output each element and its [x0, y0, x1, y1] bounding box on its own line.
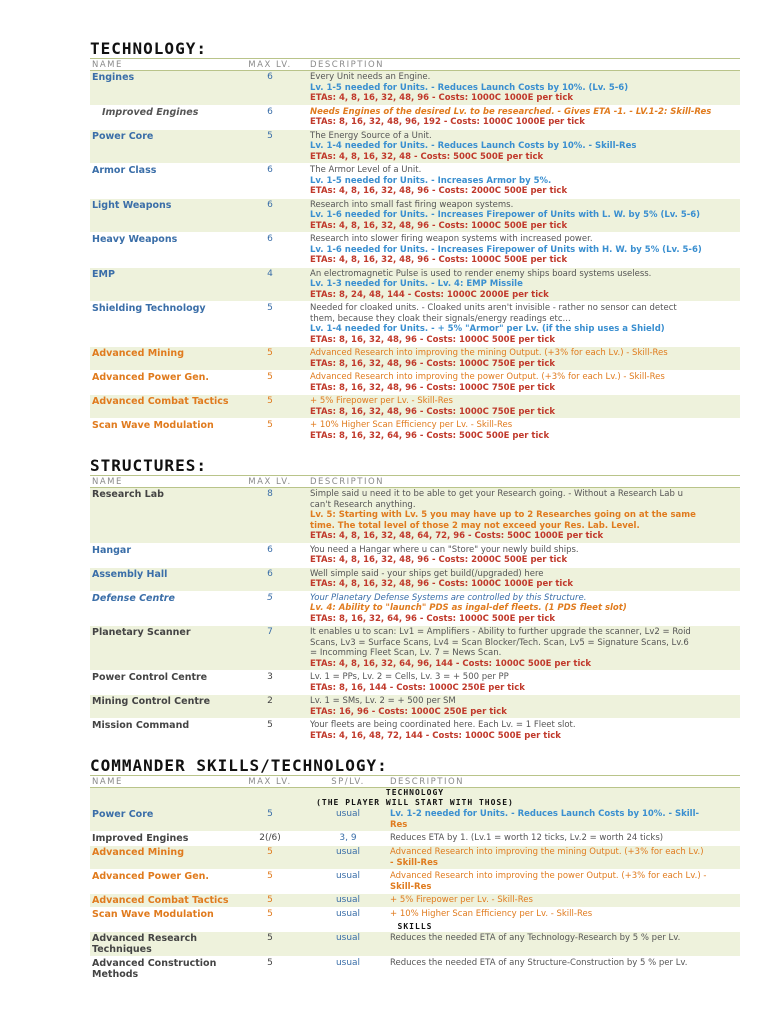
desc-line: Lv. 1-5 needed for Units. - Reduces Launch Costs by 10%. (Lv. 5-6)	[310, 82, 629, 93]
desc-line: Lv. 1-2 needed for Units. - Reduces Launch Costs by 10%. - Skill-	[390, 809, 700, 819]
desc-line: ETAs: 8, 16, 32, 48, 96 - Costs: 1000C 500E per tick	[310, 334, 556, 345]
desc-line: Advanced Research into improving the mining Output. (+3% for each Lv.) - Skill-Res	[310, 348, 668, 358]
row-description	[388, 894, 740, 907]
table-row	[90, 371, 740, 395]
table-row	[90, 268, 740, 303]
row-description	[308, 544, 740, 567]
desc-line: ETAs: 8, 16, 32, 64, 96 - Costs: 500C 500E per tick	[310, 430, 550, 441]
desc-line: + 10% Higher Scan Efficiency per Lv. - Skill-Res	[310, 420, 513, 430]
row-name: Advanced Mining	[92, 348, 184, 359]
desc-line: Research into small fast firing weapon systems.	[310, 199, 514, 210]
header-max-lv: MAX LV.	[248, 777, 292, 787]
row-max-lv: 5	[267, 130, 273, 141]
desc-line: + 5% Firepower per Lv. - Skill-Res	[310, 396, 453, 406]
row-name: Armor Class	[92, 165, 157, 176]
table-row	[90, 130, 740, 165]
table-row	[90, 808, 740, 832]
row-max-lv: 5	[267, 303, 273, 313]
desc-line: Scans, Lv3 = Surface Scans, Lv4 = Scan Blocker/Tech. Scan, Lv5 = Signature Scans, Lv.6	[310, 637, 689, 648]
row-max-lv: 2	[267, 696, 273, 706]
row-description	[308, 395, 740, 418]
row-max-lv: 6	[267, 544, 273, 555]
row-name: Assembly Hall	[92, 568, 168, 580]
header-description: DESCRIPTION	[310, 60, 385, 70]
row-description	[308, 71, 740, 105]
row-name: Power Core	[92, 130, 154, 142]
row-name: Shielding Technology	[92, 303, 206, 314]
row-name: Advanced Power Gen.	[92, 372, 210, 383]
desc-line: Reduces ETA by 1. (Lv.1 = worth 12 ticks, Lv.2 = worth 24 ticks)	[390, 833, 664, 843]
row-max-lv: 6	[267, 165, 273, 175]
row-description	[388, 846, 740, 869]
row-description	[308, 268, 740, 302]
desc-line: ETAs: 4, 8, 16, 32, 48, 64, 72, 96 - Costs: 500C 1000E per tick	[310, 531, 604, 541]
desc-line: ETAs: 4, 8, 16, 32, 48, 96 - Costs: 2000C 500E per tick	[310, 555, 568, 565]
row-sp-lv: 3, 9	[339, 833, 357, 843]
desc-line: ETAs: 8, 16, 32, 48, 96 - Costs: 1000C 750E per tick	[310, 406, 556, 417]
desc-line: Lv. 4: Ability to "launch" PDS as ingal-def fleets. (1 PDS fleet slot)	[310, 603, 627, 613]
desc-line: Research into slower firing weapon systems with increased power.	[310, 234, 593, 244]
technology-subheading-note: (THE PLAYER WILL START WITH THOSE)	[316, 798, 514, 807]
row-description	[388, 908, 740, 921]
desc-line: Reduces the needed ETA of any Structure-Construction by 5 % per Lv.	[390, 958, 688, 968]
row-max-lv: 5	[267, 809, 273, 819]
table-row	[90, 395, 740, 419]
desc-line: The Armor Level of a Unit.	[310, 165, 422, 175]
desc-line: Needed for cloaked units. - Cloaked units aren't invisible - rather no sensor can detect	[310, 303, 677, 313]
desc-line: ETAs: 8, 16, 144 - Costs: 1000C 250E per tick	[310, 682, 525, 693]
row-description	[308, 199, 740, 233]
row-description	[308, 592, 740, 626]
row-description	[308, 233, 740, 267]
row-description	[388, 870, 740, 893]
desc-line: ETAs: 4, 8, 16, 32, 48, 96 - Costs: 2000C 500E per tick	[310, 186, 568, 196]
table-row	[90, 870, 740, 894]
desc-line: - Skill-Res	[390, 857, 438, 868]
desc-line: Well simple said - your ships get build(/upgraded) here	[310, 568, 544, 579]
row-max-lv: 5	[267, 958, 273, 968]
desc-line: ETAs: 8, 24, 48, 144 - Costs: 1000C 2000E per tick	[310, 289, 549, 300]
desc-line: It enables u to scan: Lv1 = Amplifiers - Ability to further upgrade the scanner, Lv2 = Roid	[310, 627, 691, 637]
row-sp-lv: usual	[335, 958, 361, 968]
header-sp-lv: SP/LV.	[331, 777, 365, 787]
row-name: Advanced Mining	[92, 847, 184, 858]
row-description	[388, 832, 740, 845]
row-name: Advanced Power Gen.	[92, 871, 210, 882]
row-max-lv: 5	[267, 348, 273, 358]
document-page	[90, 40, 740, 996]
row-name: Defense Centre	[92, 592, 175, 604]
row-max-lv: 5	[267, 372, 273, 382]
table-row	[90, 626, 740, 671]
row-name: Advanced Combat Tactics	[92, 396, 229, 407]
row-max-lv: 6	[267, 199, 273, 210]
structures-section	[90, 457, 740, 743]
desc-line: ETAs: 4, 8, 16, 32, 48, 96 - Costs: 1000C 500E per tick	[310, 220, 568, 231]
row-name: Advanced Construction Methods	[92, 958, 217, 980]
row-sp-lv: usual	[335, 847, 361, 857]
desc-line: ETAs: 8, 16, 32, 64, 96 - Costs: 1000C 500E per tick	[310, 613, 556, 624]
row-name: Heavy Weapons	[92, 234, 178, 245]
desc-line: Lv. 5: Starting with Lv. 5 you may have up to 2 Researches going on at the same	[310, 510, 696, 520]
row-max-lv: 6	[267, 568, 273, 579]
table-row	[90, 419, 740, 443]
table-row	[90, 164, 740, 199]
table-row	[90, 233, 740, 268]
structures-title: STRUCTURES:	[90, 456, 207, 475]
desc-line: Your fleets are being coordinated here. Each Lv. = 1 Fleet slot.	[310, 720, 576, 730]
row-description	[388, 957, 740, 981]
desc-line: ETAs: 4, 8, 16, 32, 48 - Costs: 500C 500E per tick	[310, 151, 544, 162]
desc-line: Lv. 1-3 needed for Units. - Lv. 4: EMP Missile	[310, 279, 523, 289]
row-max-lv: 6	[267, 106, 273, 117]
row-description	[308, 695, 740, 718]
row-max-lv: 5	[267, 847, 273, 857]
desc-line: ETAs: 4, 8, 16, 32, 48, 96 - Costs: 1000C 1000E per tick	[310, 93, 574, 103]
table-row	[90, 695, 740, 719]
row-name: Scan Wave Modulation	[92, 909, 214, 920]
row-max-lv: 8	[267, 489, 273, 499]
row-max-lv: 7	[267, 627, 273, 637]
desc-line: The Energy Source of a Unit.	[310, 130, 432, 141]
desc-line: You need a Hangar where u can "Store" your newly build ships.	[310, 544, 579, 555]
row-name: Improved Engines	[102, 106, 199, 118]
desc-line: Lv. 1-4 needed for Units. - Reduces Launch Costs by 10%. - Skill-Res	[310, 141, 637, 151]
row-name: EMP	[92, 268, 115, 280]
row-description	[308, 106, 740, 129]
row-name: Light Weapons	[92, 199, 172, 211]
desc-line: ETAs: 4, 8, 16, 32, 48, 96 - Costs: 1000C 500E per tick	[310, 255, 568, 265]
row-max-lv: 2(/6)	[259, 833, 281, 843]
row-name: Power Control Centre	[92, 672, 208, 683]
row-sp-lv: usual	[335, 809, 361, 819]
desc-line: ETAs: 8, 16, 32, 48, 96, 192 - Costs: 1000C 1000E per tick	[310, 117, 585, 127]
commander-section	[90, 757, 740, 982]
row-max-lv: 5	[267, 720, 273, 730]
row-description	[308, 302, 740, 346]
row-description	[388, 932, 740, 956]
row-name: Power Core	[92, 809, 154, 820]
desc-line: Advanced Research into improving the power Output. (+3% for each Lv.) -	[390, 871, 707, 881]
row-name: Mission Command	[92, 720, 190, 731]
row-sp-lv: usual	[335, 909, 361, 919]
skills-subheading: SKILLS	[397, 922, 433, 931]
row-max-lv: 6	[267, 234, 273, 244]
header-name: NAME	[92, 777, 123, 787]
desc-line: them, because they cloak their signals/energy readings etc...	[310, 313, 571, 324]
desc-line: Simple said u need it to be able to get your Research going. - Without a Research Lab u	[310, 489, 683, 499]
desc-line: Your Planetary Defense Systems are controlled by this Structure.	[310, 592, 587, 603]
desc-line: Lv. 1-6 needed for Units. - Increases Firepower of Units with L. W. by 5% (Lv. 5-6)	[310, 210, 701, 220]
row-max-lv: 5	[267, 871, 273, 881]
row-description	[308, 130, 740, 164]
table-row	[90, 908, 740, 922]
desc-line: An electromagnetic Pulse is used to render enemy ships board systems useless.	[310, 268, 652, 279]
table-row	[90, 671, 740, 695]
row-sp-lv: usual	[335, 933, 361, 943]
desc-line: = Incomming Fleet Scan, Lv. 7 = News Scan.	[310, 648, 502, 658]
desc-line: Skill-Res	[390, 881, 432, 892]
row-name: Scan Wave Modulation	[92, 420, 214, 431]
desc-line: ETAs: 16, 96 - Costs: 1000C 250E per tick	[310, 706, 507, 717]
header-name: NAME	[92, 477, 123, 487]
technology-section	[90, 40, 740, 443]
row-name: Advanced Combat Tactics	[92, 895, 229, 906]
table-row	[90, 488, 740, 544]
table-row	[90, 544, 740, 568]
technology-title: TECHNOLOGY:	[90, 39, 207, 58]
header-name: NAME	[92, 60, 123, 70]
desc-line: Every Unit needs an Engine.	[310, 72, 431, 82]
structures-column-headers	[90, 475, 740, 488]
table-row	[90, 832, 740, 846]
header-description: DESCRIPTION	[310, 477, 385, 487]
row-description	[308, 419, 740, 442]
commander-column-headers	[90, 775, 740, 788]
desc-line: Advanced Research into improving the power Output. (+3% for each Lv.) - Skill-Res	[310, 372, 665, 382]
table-row	[90, 106, 740, 130]
desc-line: Lv. 1-6 needed for Units. - Increases Firepower of Units with H. W. by 5% (Lv. 5-6)	[310, 244, 702, 255]
desc-line: ETAs: 4, 8, 16, 32, 64, 96, 144 - Costs: 1000C 500E per tick	[310, 658, 592, 669]
row-sp-lv: usual	[335, 871, 361, 881]
row-description	[308, 626, 740, 670]
desc-line: + 10% Higher Scan Efficiency per Lv. - Skill-Res	[390, 909, 593, 919]
row-description	[308, 347, 740, 370]
desc-line: + 5% Firepower per Lv. - Skill-Res	[390, 895, 533, 905]
desc-line: can't Research anything.	[310, 499, 416, 510]
row-description	[388, 808, 740, 831]
header-description: DESCRIPTION	[390, 777, 465, 787]
row-name: Advanced Research Techniques	[92, 933, 198, 955]
row-max-lv: 5	[267, 933, 273, 943]
row-name: Research Lab	[92, 489, 164, 500]
row-max-lv: 6	[267, 72, 273, 82]
row-description	[308, 671, 740, 694]
row-name: Hangar	[92, 544, 132, 556]
desc-line: time. The total level of those 2 may not exceed your Res. Lab. Level.	[310, 520, 640, 531]
desc-line: Lv. 1 = PPs, Lv. 2 = Cells, Lv. 3 = + 500 per PP	[310, 672, 509, 682]
desc-line: ETAs: 4, 16, 48, 72, 144 - Costs: 1000C 500E per tick	[310, 730, 561, 741]
technology-subheading	[90, 788, 740, 808]
desc-line: ETAs: 8, 16, 32, 48, 96 - Costs: 1000C 750E per tick	[310, 358, 556, 369]
table-row	[90, 957, 740, 982]
technology-column-headers	[90, 58, 740, 71]
table-row	[90, 846, 740, 870]
row-name: Mining Control Centre	[92, 696, 211, 707]
header-max-lv: MAX LV.	[248, 477, 292, 487]
desc-line: Lv. 1-4 needed for Units. - + 5% "Armor" per Lv. (if the ship uses a Shield)	[310, 324, 665, 334]
row-max-lv: 5	[267, 909, 273, 919]
row-max-lv: 3	[267, 672, 273, 682]
desc-line: ETAs: 4, 8, 16, 32, 48, 96 - Costs: 1000C 1000E per tick	[310, 579, 574, 589]
row-name: Engines	[92, 72, 135, 83]
desc-line: Advanced Research into improving the mining Output. (+3% for each Lv.)	[390, 847, 704, 857]
table-row	[90, 199, 740, 234]
desc-line: Res	[390, 819, 408, 830]
row-max-lv: 5	[267, 895, 273, 905]
row-max-lv: 5	[267, 420, 273, 430]
table-row	[90, 894, 740, 908]
row-description	[308, 488, 740, 543]
header-max-lv: MAX LV.	[248, 60, 292, 70]
table-row	[90, 347, 740, 371]
row-description	[308, 719, 740, 742]
table-row	[90, 568, 740, 592]
table-row	[90, 719, 740, 743]
desc-line: Lv. 1 = SMs, Lv. 2 = + 500 per SM	[310, 696, 456, 706]
desc-line: Reduces the needed ETA of any Technology-Research by 5 % per Lv.	[390, 933, 681, 943]
table-row	[90, 932, 740, 957]
desc-line: ETAs: 8, 16, 32, 48, 96 - Costs: 1000C 750E per tick	[310, 382, 556, 393]
row-description	[308, 568, 740, 591]
row-max-lv: 5	[267, 592, 273, 603]
desc-line: Lv. 1-5 needed for Units. - Increases Armor by 5%.	[310, 175, 552, 186]
row-sp-lv: usual	[335, 895, 361, 905]
row-name: Improved Engines	[92, 833, 189, 844]
row-max-lv: 4	[267, 268, 273, 279]
table-row	[90, 592, 740, 627]
row-max-lv: 5	[267, 396, 273, 406]
technology-subheading-title: TECHNOLOGY	[385, 788, 445, 797]
commander-title: COMMANDER SKILLS/TECHNOLOGY:	[90, 756, 388, 775]
row-description	[308, 164, 740, 198]
desc-line: Needs Engines of the desired Lv. to be researched. - Gives ETA -1. - LV.1-2: Skill-Res	[310, 106, 712, 117]
row-description	[308, 371, 740, 394]
row-name: Planetary Scanner	[92, 627, 191, 638]
table-row	[90, 71, 740, 106]
table-row	[90, 302, 740, 347]
